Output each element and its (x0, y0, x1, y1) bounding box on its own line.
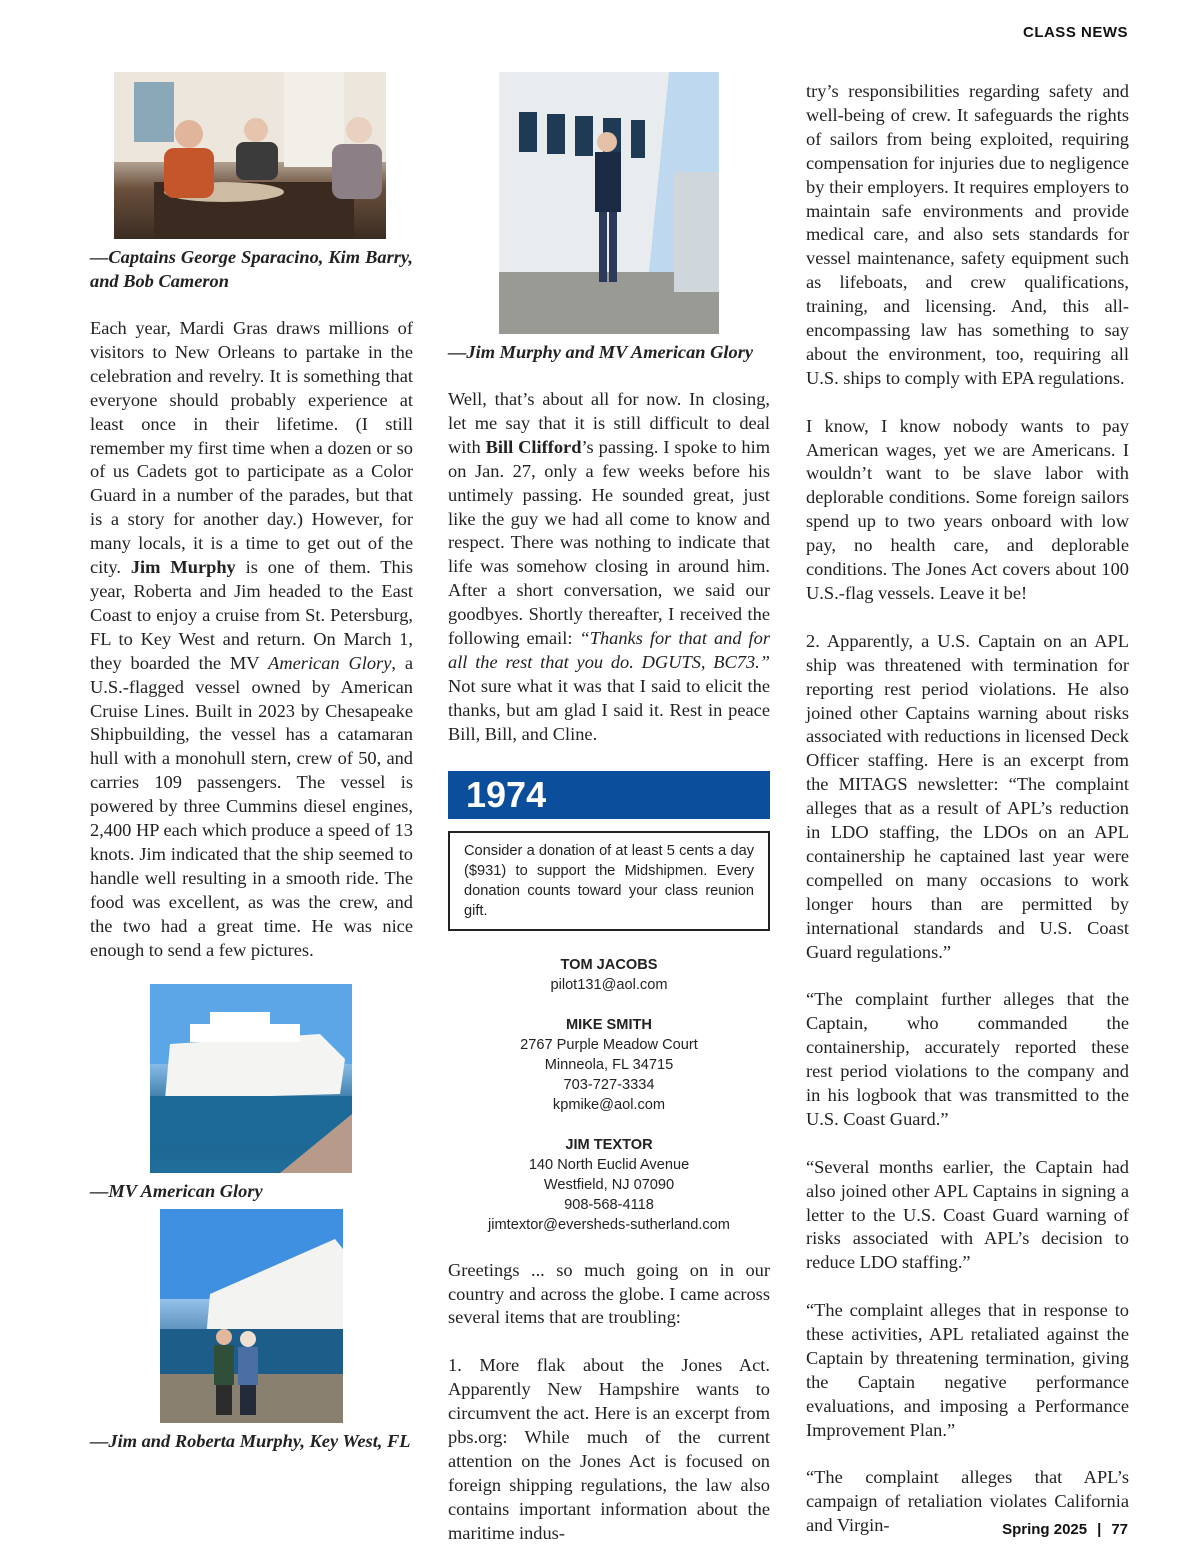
ship-name: American Glory (268, 652, 392, 673)
paragraph-jones-act: 1. More flak about the Jones Act. Apparently New Hampshire wants to circumvent the act. Here is an excerpt from pbs.org: While much of the current attention on the Jones Act is focused on foreign shipping regulations, the law also contains important information about the maritime indus- (448, 1355, 770, 1543)
paragraph-mardi-gras (90, 317, 413, 962)
caption-captains: —Captains George Sparacino, Kim Barry, and Bob Cameron (90, 247, 413, 291)
paragraph-closing (448, 388, 770, 747)
para-text: ’s passing. I spoke to him on Jan. 27, only a few weeks before his untimely passing. He sounded great, just like the guy we had all come to know and respect. There was nothing to indicate that life was somehow closing in around him. After a short conversation, we said our goodbyes. Shortly thereafter, I received the following email: (448, 436, 770, 649)
paragraph-several-months: “Several months earlier, the Captain had also joined other APL Captains in signing a letter to the U.S. Coast Guard warning of risks associated with APL’s decision to reduce LDO staffing.” (806, 1156, 1129, 1273)
donation-box: Consider a donation of at least 5 cents a day ($931) to support the Midshipmen. Every donation counts toward your class reunion gift. (448, 831, 770, 931)
contact-address: 2767 Purple Meadow Court (520, 1036, 698, 1053)
contact-list (448, 955, 770, 1235)
contact-email[interactable]: kpmike@aol.com (552, 1096, 666, 1113)
para-text: , a U.S.-flagged vessel owned by American Cruise Lines. Built in 2023 by Chesapeake Shipbuilding, the vessel has a catamaran hull with a monohull stern, crew of 50, and carries 109 passengers. The vessel is powered by three Cummins diesel engines, 2,400 HP each which produce a speed of 13 knots. Jim indicated that the ship seemed to handle well resulting in a smooth ride. The food was excellent, as was the crew, and the two had a great time. He was nice enough to send a few pictures. (90, 652, 413, 960)
contact-email[interactable]: pilot131@aol.com (550, 976, 668, 993)
photo-jim-roberta (160, 1209, 343, 1423)
email-quote: “Thanks for that and for all the rest that you do. DGUTS, BC73.” (448, 628, 771, 672)
paragraph-campaign: “The complaint alleges that APL’s campaign of retaliation violates California and Virgin- (806, 1467, 1129, 1536)
contact-city: Minneola, FL 34715 (544, 1056, 674, 1073)
photo-captains-dinner (114, 72, 386, 239)
caption-jim-murphy-ship: —Jim Murphy and MV American Glory (448, 342, 754, 362)
page-number: 77 (1111, 1521, 1128, 1538)
dinner-illustration (114, 72, 386, 239)
section-header: CLASS NEWS (1022, 24, 1128, 41)
photo-mv-american-glory (150, 984, 352, 1173)
page-footer (1002, 1521, 1128, 1538)
contact-mike-smith (448, 1015, 770, 1115)
issue-label: Spring 2025 (1002, 1521, 1088, 1538)
contact-name: MIKE SMITH (566, 1016, 652, 1033)
caption-mv-american-glory: —MV American Glory (90, 1181, 263, 1202)
contact-phone: 703-727-3334 (563, 1076, 655, 1093)
contact-city: Westfield, NJ 07090 (543, 1176, 675, 1193)
para-text: is one of them. This year, Roberta and Jim headed to the East Coast to enjoy a cruise from St. Petersburg, FL to Key West and return. On March 1, they boarded the MV (90, 557, 413, 673)
contact-jim-textor (448, 1135, 770, 1235)
contact-name: JIM TEXTOR (565, 1136, 653, 1153)
para-text: Each year, Mardi Gras draws millions of visitors to New Orleans to partake in the celebration and revelry. It is something that everyone should probably experience at least once in their lifetime. (I still remember my first time when a dozen or so of us Cadets got to participate as a Color Guard in a number of the parades, but that is a story for another day.) However, for many locals, it is a time to get out of the city. (90, 318, 413, 578)
jim-ship-illustration (499, 72, 719, 334)
contact-phone: 908-568-4118 (564, 1196, 654, 1213)
column-middle (448, 72, 770, 1545)
contact-email[interactable]: jimtextor@eversheds-sutherland.com (488, 1216, 730, 1233)
contact-tom-jacobs (448, 955, 770, 995)
class-year-banner: 1974 (448, 771, 770, 819)
paragraph-greetings: Greetings ... so much going on in our country and across the globe. I came across several items that are troubling: (448, 1259, 770, 1328)
couple-illustration (160, 1209, 343, 1423)
person-name: Bill Clifford (485, 436, 582, 457)
paragraph-apl-captain: 2. Apparently, a U.S. Captain on an APL ship was threatened with termination for reporting rest period violations. He also joined other Captains warning about risks associated with reductions in licensed Deck Officer staffing. Here is an excerpt from the MITAGS newsletter: “The complaint alleges that as a result of APL’s reduction in LDO staffing, the LDOs on an APL containership he captained last year were compelled on many occasions to work longer hours than are permitted by international standards and U.S. Coast Guard regulations.” (806, 630, 1129, 962)
photo-jim-murphy-ship (499, 72, 719, 334)
para-text: Well, that’s about all for now. In closing, let me say that it is still difficult to deal with (448, 389, 770, 457)
paragraph-american-wages: I know, I know nobody wants to pay American wages, yet we are Americans. I wouldn’t want to be slave labor with deplorable conditions. Some foreign sailors spend up to two years onboard with low pay, no health care, and deplorable conditions. The Jones Act covers about 100 U.S.-flag vessels. Leave it be! (806, 415, 1129, 604)
contact-address: 140 North Euclid Avenue (528, 1156, 690, 1173)
para-text: Not sure what it was that I said to elicit the thanks, but am glad I said it. Rest in peace Bill, Bill, and Cline. (448, 675, 770, 744)
person-name: Jim Murphy (130, 557, 236, 578)
footer-separator: | (1097, 1521, 1102, 1538)
paragraph-complaint-further: “The complaint further alleges that the Captain, who commanded the containership, accurately reported these rest period violations to the company and in his logbook that was transmitted to the U.S. Coast Guard.” (806, 989, 1129, 1129)
contact-name: TOM JACOBS (560, 956, 658, 973)
column-right (806, 80, 1129, 1538)
ship-illustration (150, 984, 352, 1173)
paragraph-jones-act-cont: try’s responsibilities regarding safety and well-being of crew. It safeguards the rights of sailors from being exploited, requiring compensation for injuries due to negligence by their employers. It requires employers to maintain safe environments and provide medical care, and also sets standards for vessel maintenance, safety equipment such as lifeboats, and crew qualifications, training, and licensing. And, this all-encompassing law has something to say about the environment, too, requiring all U.S. ships to comply with EPA regulations. (806, 81, 1129, 388)
paragraph-retaliation: “The complaint alleges that in response to these activities, APL retaliated against the Captain by threatening termination, giving the Captain negative performance evaluations, and imposing a Performance Improvement Plan.” (806, 1300, 1129, 1440)
caption-jim-roberta: —Jim and Roberta Murphy, Key West, FL (90, 1431, 411, 1452)
column-left (90, 72, 413, 1453)
